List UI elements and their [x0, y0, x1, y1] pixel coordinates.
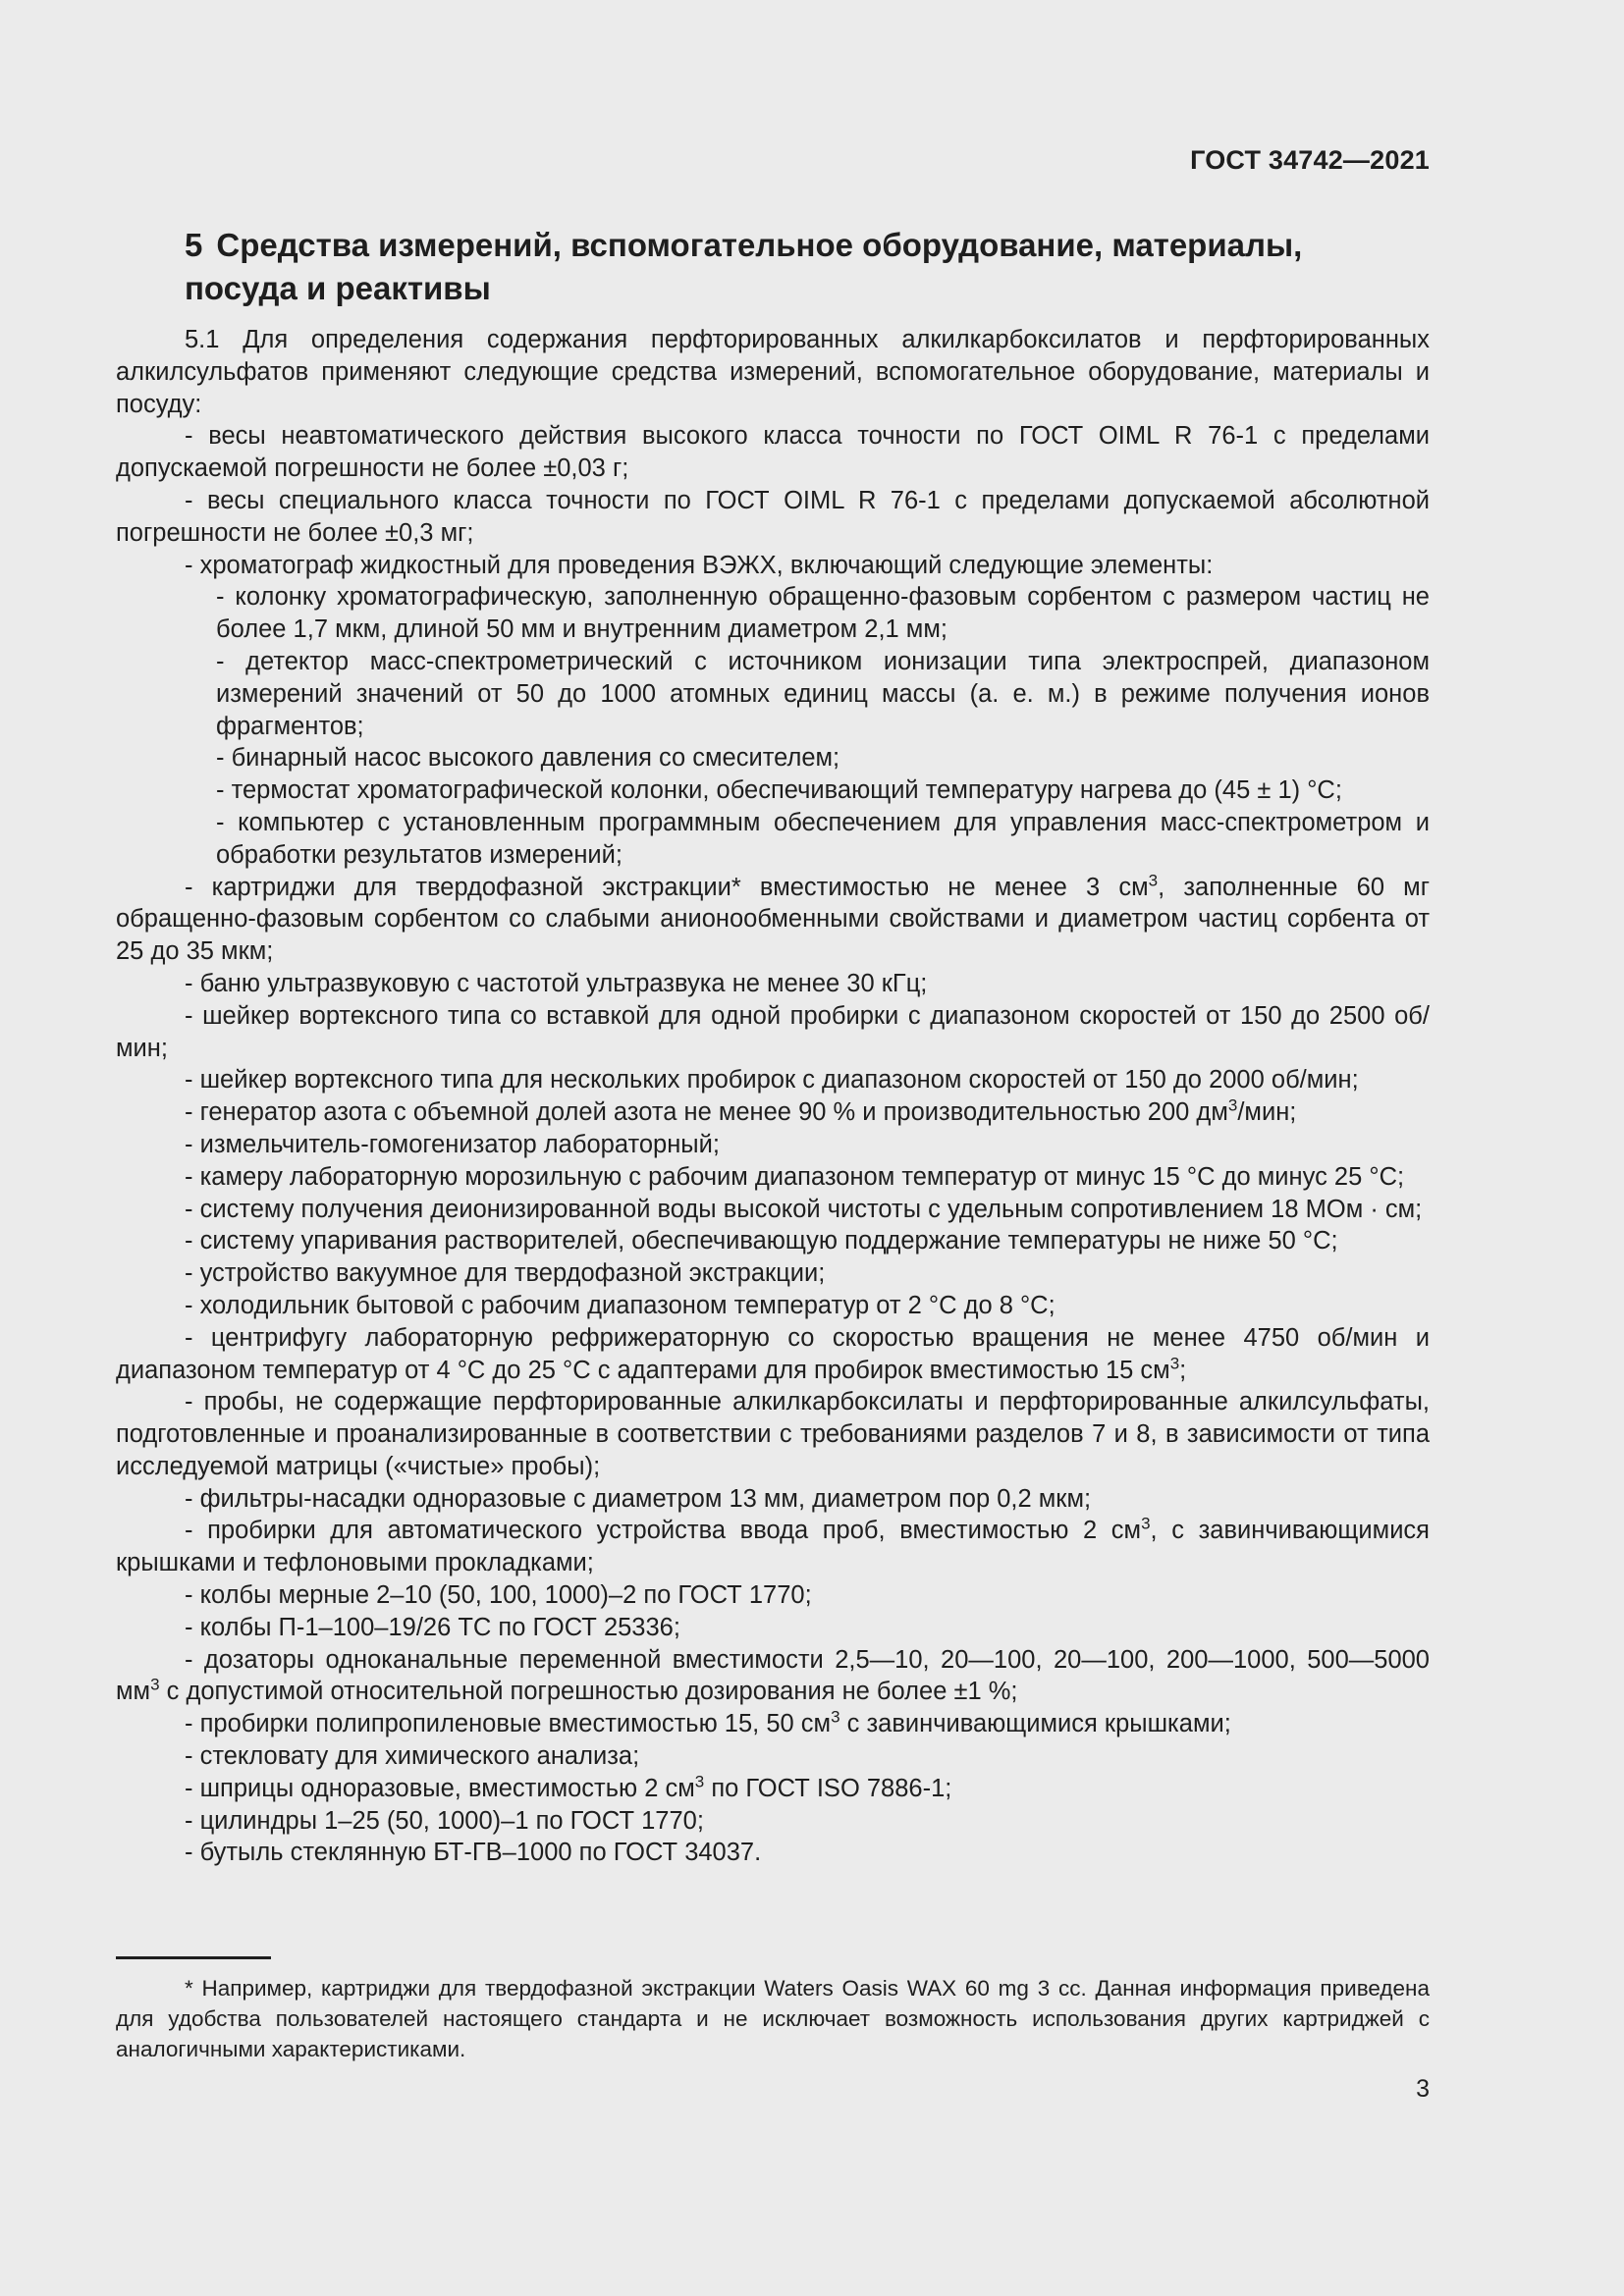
list-item-text: , заполненные 60 мг обращенно-фазовым сорбентом со слабыми анионообменными свойствами и диаметром частиц сорбента от 25 до 35 мкм;	[116, 873, 1431, 966]
sub-list-item: - компьютер с установленным программным обеспечением для управления масс-спектрометром и обработки результатов измерений;	[216, 808, 1430, 869]
list-item	[116, 1096, 1430, 1129]
list-item-text: - центрифугу лабораторную рефрижераторную со скоростью вращения не менее 4750 об/мин и диапазоном температур от 4 °С до 25 °С с адаптерами для пробирок вместимостью 15 см	[116, 1323, 1430, 1384]
list-item-text: - картриджи для твердофазной экстракции* вместимостью не менее 3 см	[185, 873, 1149, 901]
list-item-text: - пробирки полипропиленовые вместимостью 15, 50 см	[185, 1710, 832, 1738]
sub-list-item: - детектор масс-спектрометрический с источником ионизации типа электроспрей, диапазоном измерений значений от 50 до 1000 атомных единиц массы (а. е. м.) в режиме получения ионов фрагментов;	[216, 647, 1430, 740]
list-item-text: по ГОСТ ISO 7886-1;	[704, 1774, 952, 1802]
list-item: - измельчитель-гомогенизатор лабораторный;	[185, 1130, 720, 1158]
list-item-text: - пробирки для автоматического устройства ввода проб, вместимостью 2 см	[185, 1517, 1142, 1545]
list-item: - холодильник бытовой с рабочим диапазоном температур от 2 °С до 8 °С;	[185, 1291, 1056, 1319]
list-item	[116, 872, 1430, 968]
list-item: - весы неавтоматического действия высокого класса точности по ГОСТ OIML R 76-1 с пределами допускаемой погрешности не более ±0,03 г;	[116, 422, 1430, 483]
list-item	[116, 1515, 1430, 1579]
list-item	[116, 1644, 1430, 1709]
superscript: 3	[694, 1772, 705, 1791]
document-number-header: ГОСТ 34742—2021	[1190, 145, 1430, 175]
section-heading-line1	[185, 224, 1363, 267]
sub-list-item: - бинарный насос высокого давления со смесителем;	[216, 744, 840, 773]
superscript: 3	[1148, 871, 1159, 890]
section-body	[116, 324, 1430, 1869]
section-title-part1: Средства измерений, вспомогательное оборудование, материалы,	[216, 227, 1303, 263]
superscript: 3	[831, 1707, 840, 1727]
list-item: - камеру лабораторную морозильную с рабочим диапазоном температур от минус 15 °С до минус 25 °С;	[185, 1162, 1405, 1191]
list-item: - систему упаривания растворителей, обеспечивающую поддержание температуры не ниже 50 °С;	[185, 1227, 1338, 1255]
list-item: - весы специального класса точности по ГОСТ OIML R 76-1 с пределами допускаемой абсолютной погрешности не более ±0,3 мг;	[116, 486, 1430, 547]
list-item: - устройство вакуумное для твердофазной экстракции;	[185, 1259, 826, 1288]
list-item: - бутыль стеклянную БТ-ГВ–1000 по ГОСТ 34037.	[185, 1839, 762, 1867]
list-item: - баню ультразвуковую с частотой ультразвука не менее 30 кГц;	[185, 969, 928, 997]
list-item-text: /мин;	[1237, 1098, 1297, 1127]
section-heading	[185, 224, 1363, 310]
footnote-divider	[116, 1956, 271, 1959]
list-item-text: ;	[1179, 1356, 1187, 1384]
list-item: - шейкер вортексного типа со вставкой для одной пробирки с диапазоном скоростей от 150 до 2500 об/мин;	[116, 1001, 1430, 1062]
list-item-text: - шприцы одноразовые, вместимостью 2 см	[185, 1774, 695, 1802]
sub-list-item: - колонку хроматографическую, заполненную обращенно-фазовым сорбентом с размером частиц не более 1,7 мкм, длиной 50 мм и внутренним диаметром 2,1 мм;	[216, 583, 1430, 644]
list-item	[116, 1708, 1430, 1740]
list-item-text: - генератор азота с объемной долей азота не менее 90 % и производительностью 200 дм	[185, 1098, 1228, 1127]
section-number: 5	[185, 227, 203, 263]
list-item-text: , с завинчивающимися крышками и тефлоновыми прокладками;	[116, 1517, 1430, 1577]
list-item: - стекловату для химического анализа;	[185, 1742, 640, 1771]
list-item: - колбы мерные 2–10 (50, 100, 1000)–2 по ГОСТ 1770;	[185, 1581, 812, 1610]
superscript: 3	[1227, 1095, 1238, 1115]
list-item: - колбы П-1–100–19/26 ТС по ГОСТ 25336;	[185, 1613, 680, 1641]
superscript: 3	[150, 1675, 160, 1694]
list-item: - хроматограф жидкостный для проведения ВЭЖХ, включающий следующие элементы:	[185, 551, 1214, 579]
list-item: - пробы, не содержащие перфторированные алкилкарбоксилаты и перфторированные алкилсульфаты, подготовленные и проанализированные в соответствии с требованиями разделов 7 и 8, в зависимости от типа исследуемой матрицы («чистые» пробы);	[116, 1388, 1430, 1480]
section-title-part2: посуда и реактивы	[185, 270, 491, 306]
list-item: - систему получения деионизированной воды высокой чистоты с удельным сопротивлением 18 МОм · см;	[185, 1195, 1423, 1223]
list-item: - фильтры-насадки одноразовые с диаметром 13 мм, диаметром пор 0,2 мкм;	[185, 1484, 1092, 1513]
list-item: - шейкер вортексного типа для нескольких пробирок с диапазоном скоростей от 150 до 2000 об/мин;	[185, 1066, 1359, 1095]
list-item: - цилиндры 1–25 (50, 1000)–1 по ГОСТ 1770;	[185, 1806, 704, 1835]
superscript: 3	[1169, 1354, 1180, 1372]
list-item-text: - дозаторы одноканальные переменной вместимости 2,5—10, 20—100, 20—100, 200—1000, 500—5000 мм	[116, 1645, 1430, 1706]
page-number: 3	[1416, 2075, 1430, 2103]
list-item-text: с завинчивающимися крышками;	[839, 1710, 1231, 1738]
footnote: * Например, картриджи для твердофазной экстракции Waters Oasis WAX 60 mg 3 cc. Данная информация приведена для удобства пользователей настоящего стандарта и не исключает возможность использования других картриджей с аналогичными характеристиками.	[116, 1976, 1430, 2061]
paragraph-5-1: 5.1 Для определения содержания перфторированных алкилкарбоксилатов и перфторированных алкилсульфатов применяют следующие средства измерений, вспомогательное оборудование, материалы и посуду:	[116, 326, 1430, 418]
list-item-text: с допустимой относительной погрешностью дозирования не более ±1 %;	[159, 1678, 1018, 1706]
list-item	[116, 1322, 1430, 1387]
superscript: 3	[1141, 1514, 1151, 1533]
list-item	[116, 1773, 1430, 1805]
sub-list-item: - термостат хроматографической колонки, обеспечивающий температуру нагрева до (45 ± 1) °С;	[216, 776, 1342, 805]
